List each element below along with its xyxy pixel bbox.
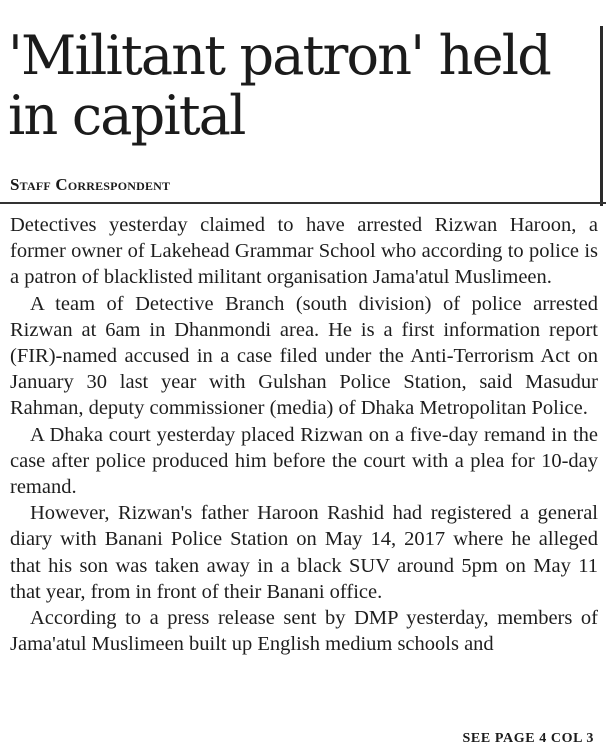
headline-line-2: in capital — [8, 84, 245, 147]
continued-on-page-notice: SEE PAGE 4 COL 3 — [462, 731, 594, 746]
article-paragraph-4: However, Rizwan's father Haroon Rashid had registered a general diary with Banani Police Station on May 14, 2017 where he alleged that his son was taken away in a black SUV around 5pm on May 11 that year, from in front of their Banani office. — [10, 502, 598, 603]
article-body — [10, 212, 598, 657]
article-paragraph-1: Detectives yesterday claimed to have arrested Rizwan Haroon, a former owner of Lakehead Grammar School who according to police is a patron of blacklisted militant organisation Jama'atul Muslimeen. — [10, 214, 598, 289]
column-edge-rule — [600, 26, 603, 206]
headline-line-1: 'Militant patron' held — [8, 24, 551, 87]
article-paragraph-5: According to a press release sent by DMP yesterday, members of Jama'atul Muslimeen built up English medium schools and — [10, 607, 598, 656]
byline: Staff Correspondent — [10, 175, 171, 194]
headline — [8, 26, 598, 146]
byline-divider — [0, 202, 606, 204]
article-paragraph-3: A Dhaka court yesterday placed Rizwan on a five-day remand in the case after police produced him before the court with a plea for 10-day remand. — [10, 423, 598, 499]
article-paragraph-2: A team of Detective Branch (south division) of police arrested Rizwan at 6am in Dhanmondi area. He is a first information report (FIR)-named accused in a case filed under the Anti-Terrorism Act on January 30 last year with Gulshan Police Station, said Masudur Rahman, deputy commissioner (media) of Dhaka Metropolitan Police. — [10, 292, 598, 420]
